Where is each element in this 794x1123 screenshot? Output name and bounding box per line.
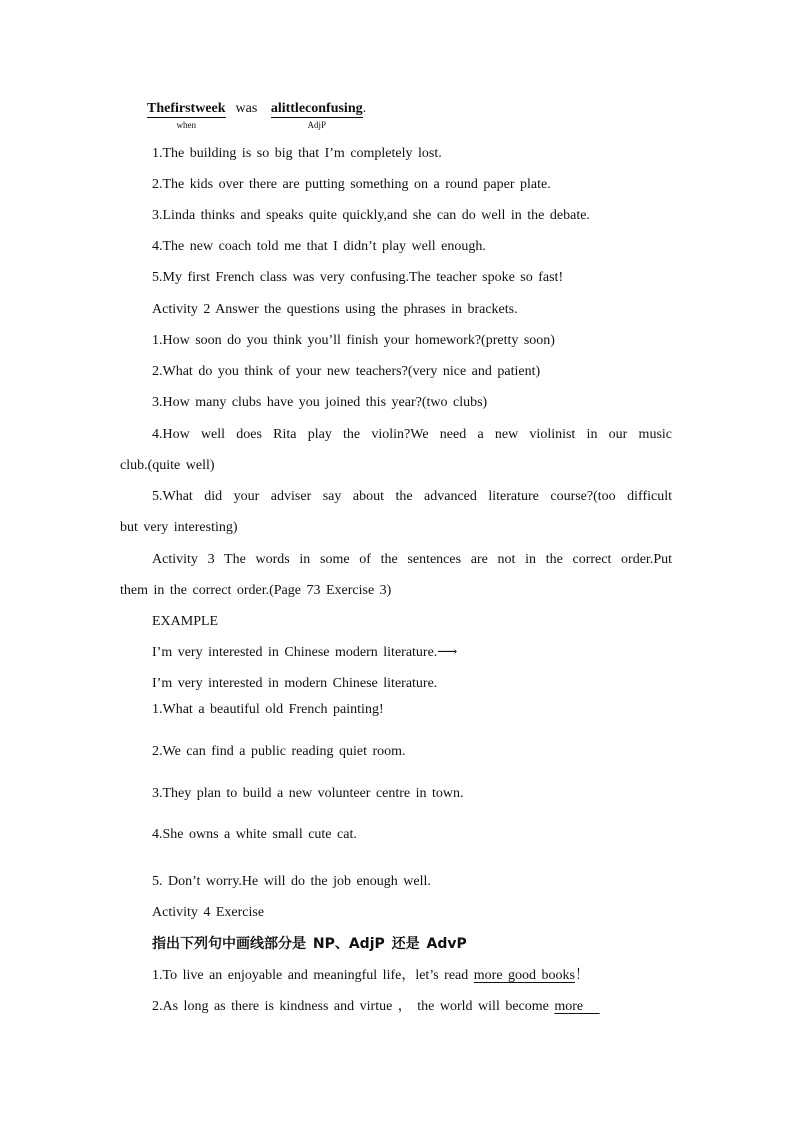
question-item: 3.How many clubs have you joined this year?(two clubs) — [152, 395, 488, 410]
exercise-item-1-end: ！ — [574, 968, 589, 983]
annotated-sentence — [147, 100, 367, 130]
activity-4-instruction: 指出下列句中画线部分是 NP、AdjP 还是 AdvP — [152, 936, 467, 952]
sentence-item: 3.Linda thinks and speaks quite quickly,and she can do well in the debate. — [152, 208, 590, 223]
sentence-period: . — [362, 101, 367, 116]
example-label: EXAMPLE — [152, 614, 219, 629]
example-wrong-sentence: I’m very interested in Chinese modern literature.⟶ — [152, 645, 458, 660]
reorder-item: 3.They plan to build a new volunteer centre in town. — [152, 786, 464, 801]
activity-2-heading: Activity 2 Answer the questions using the phrases in brackets. — [152, 302, 518, 317]
activity-3-heading-line-2: them in the correct order.(Page 73 Exercise 3) — [120, 583, 392, 598]
exercise-item-2-text: 2.As long as there is kindness and virtue ， the world will become — [152, 999, 555, 1014]
activity-3-heading-line-1: Activity 3 The words in some of the sentences are not in the correct order.Put — [152, 552, 672, 567]
question-item-5-line-1: 5.What did your adviser say about the advanced literature course?(too difficult — [152, 489, 672, 504]
adjp-segment — [270, 100, 363, 130]
np-segment — [147, 100, 226, 130]
verb-text: was — [235, 101, 258, 116]
sentence-item: 4.The new coach told me that I didn’t play well enough. — [152, 239, 486, 254]
exercise-item-1-underlined: more good books — [473, 968, 575, 983]
adjp-text: alittleconfusing — [270, 101, 363, 116]
question-item-5-line-2: but very interesting) — [120, 520, 238, 535]
np-tag: when — [176, 120, 197, 130]
sentence-item: 5.My first French class was very confusing.The teacher spoke so fast! — [152, 270, 564, 285]
reorder-item: 1.What a beautiful old French painting! — [152, 702, 384, 717]
reorder-item: 4.She owns a white small cute cat. — [152, 827, 357, 842]
question-item: 2.What do you think of your new teachers?(very nice and patient) — [152, 364, 541, 379]
exercise-item-1-text: 1.To live an enjoyable and meaningful life，let’s read — [152, 968, 474, 983]
reorder-item: 2.We can find a public reading quiet room. — [152, 744, 406, 759]
exercise-item-2-underlined: more — [554, 999, 600, 1014]
question-item-4-line-2: club.(quite well) — [120, 458, 215, 473]
exercise-item-1 — [152, 967, 589, 985]
exercise-item-2 — [152, 998, 600, 1016]
reorder-item: 5. Don’t worry.He will do the job enough well. — [152, 874, 431, 889]
np-text: Thefirstweek — [147, 101, 226, 116]
sentence-item: 1.The building is so big that I’m completely lost. — [152, 146, 442, 161]
activity-4-heading: Activity 4 Exercise — [152, 905, 265, 920]
question-item-4-line-1: 4.How well does Rita play the violin?We need a new violinist in our music — [152, 427, 672, 442]
question-item: 1.How soon do you think you’ll finish your homework?(pretty soon) — [152, 333, 555, 348]
sentence-item: 2.The kids over there are putting something on a round paper plate. — [152, 177, 551, 192]
example-correct-sentence: I’m very interested in modern Chinese literature. — [152, 676, 438, 691]
adjp-tag: AdjP — [307, 120, 326, 130]
